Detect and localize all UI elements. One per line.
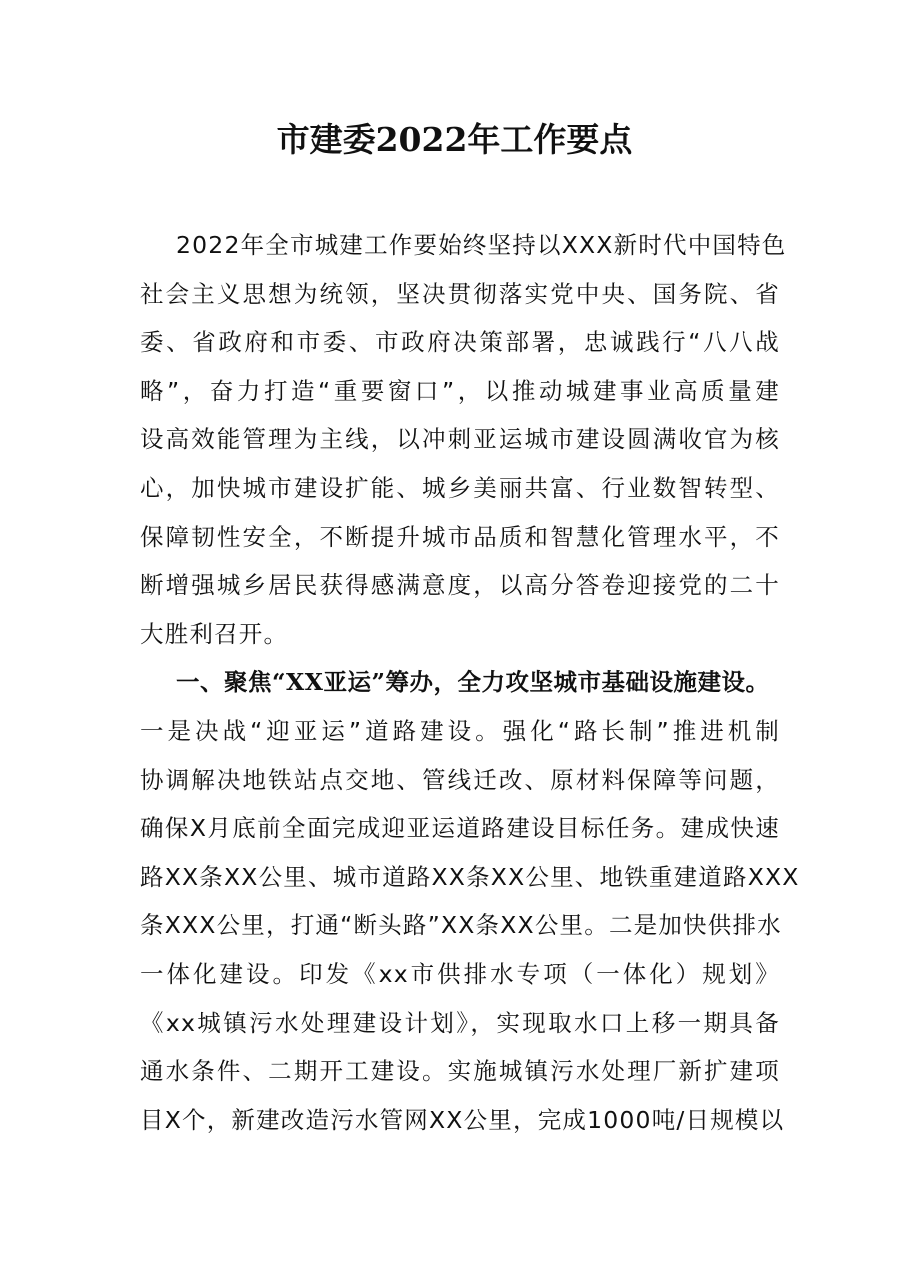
intro-line: 保障韧性安全，不断提升城市品质和智慧化管理水平，不 <box>140 522 780 551</box>
document-body <box>140 230 800 1153</box>
section1-line: 一是决战“迎亚运”道路建设。强化“路长制”推进机制 <box>140 716 780 745</box>
section1-line: 《xx城镇污水处理建设计划》，实现取水口上移一期具备 <box>140 1008 780 1037</box>
intro-line: 2022年全市城建工作要始终坚持以XXX新时代中国特色 <box>176 231 787 259</box>
section1-line: 路XX条XX公里、城市道路XX条XX公里、地铁重建道路XXX <box>140 862 800 891</box>
section1-line: 一体化建设。印发《xx市供排水专项（一体化）规划》 <box>140 959 780 988</box>
section1-line: 目X个，新建改造污水管网XX公里，完成1000吨/日规模以 <box>140 1105 785 1134</box>
section-heading: 一、聚焦“XX亚运”筹办，全力攻坚城市基础设施建设。 <box>176 668 770 697</box>
intro-line: 略”，奋力打造“重要窗口”，以推动城建事业高质量建 <box>140 376 780 405</box>
section1-paragraph <box>140 716 800 1153</box>
intro-line: 委、省政府和市委、市政府决策部署，忠诚践行“八八战 <box>140 328 780 357</box>
intro-line: 断增强城乡居民获得感满意度，以高分答卷迎接党的二十 <box>140 571 780 600</box>
intro-line: 心，加快城市建设扩能、城乡美丽共富、行业数智转型、 <box>140 473 780 502</box>
intro-line: 设高效能管理为主线，以冲刺亚运城市建设圆满收官为核 <box>140 425 780 454</box>
intro-paragraph <box>140 230 787 667</box>
intro-line: 社会主义思想为统领，坚决贯彻落实党中央、国务院、省 <box>140 279 780 308</box>
section1-line: 确保X月底前全面完成迎亚运道路建设目标任务。建成快速 <box>140 814 780 843</box>
section1-line: 协调解决地铁站点交地、管线迁改、原材料保障等问题， <box>140 765 780 794</box>
document-title: 市建委2022年工作要点 <box>276 120 633 159</box>
section1-line: 条XXX公里，打通“断头路”XX条XX公里。二是加快供排水 <box>140 911 782 940</box>
section1-line: 通水条件、二期开工建设。实施城镇污水处理厂新扩建项 <box>140 1057 780 1086</box>
intro-line: 大胜利召开。 <box>140 619 289 648</box>
